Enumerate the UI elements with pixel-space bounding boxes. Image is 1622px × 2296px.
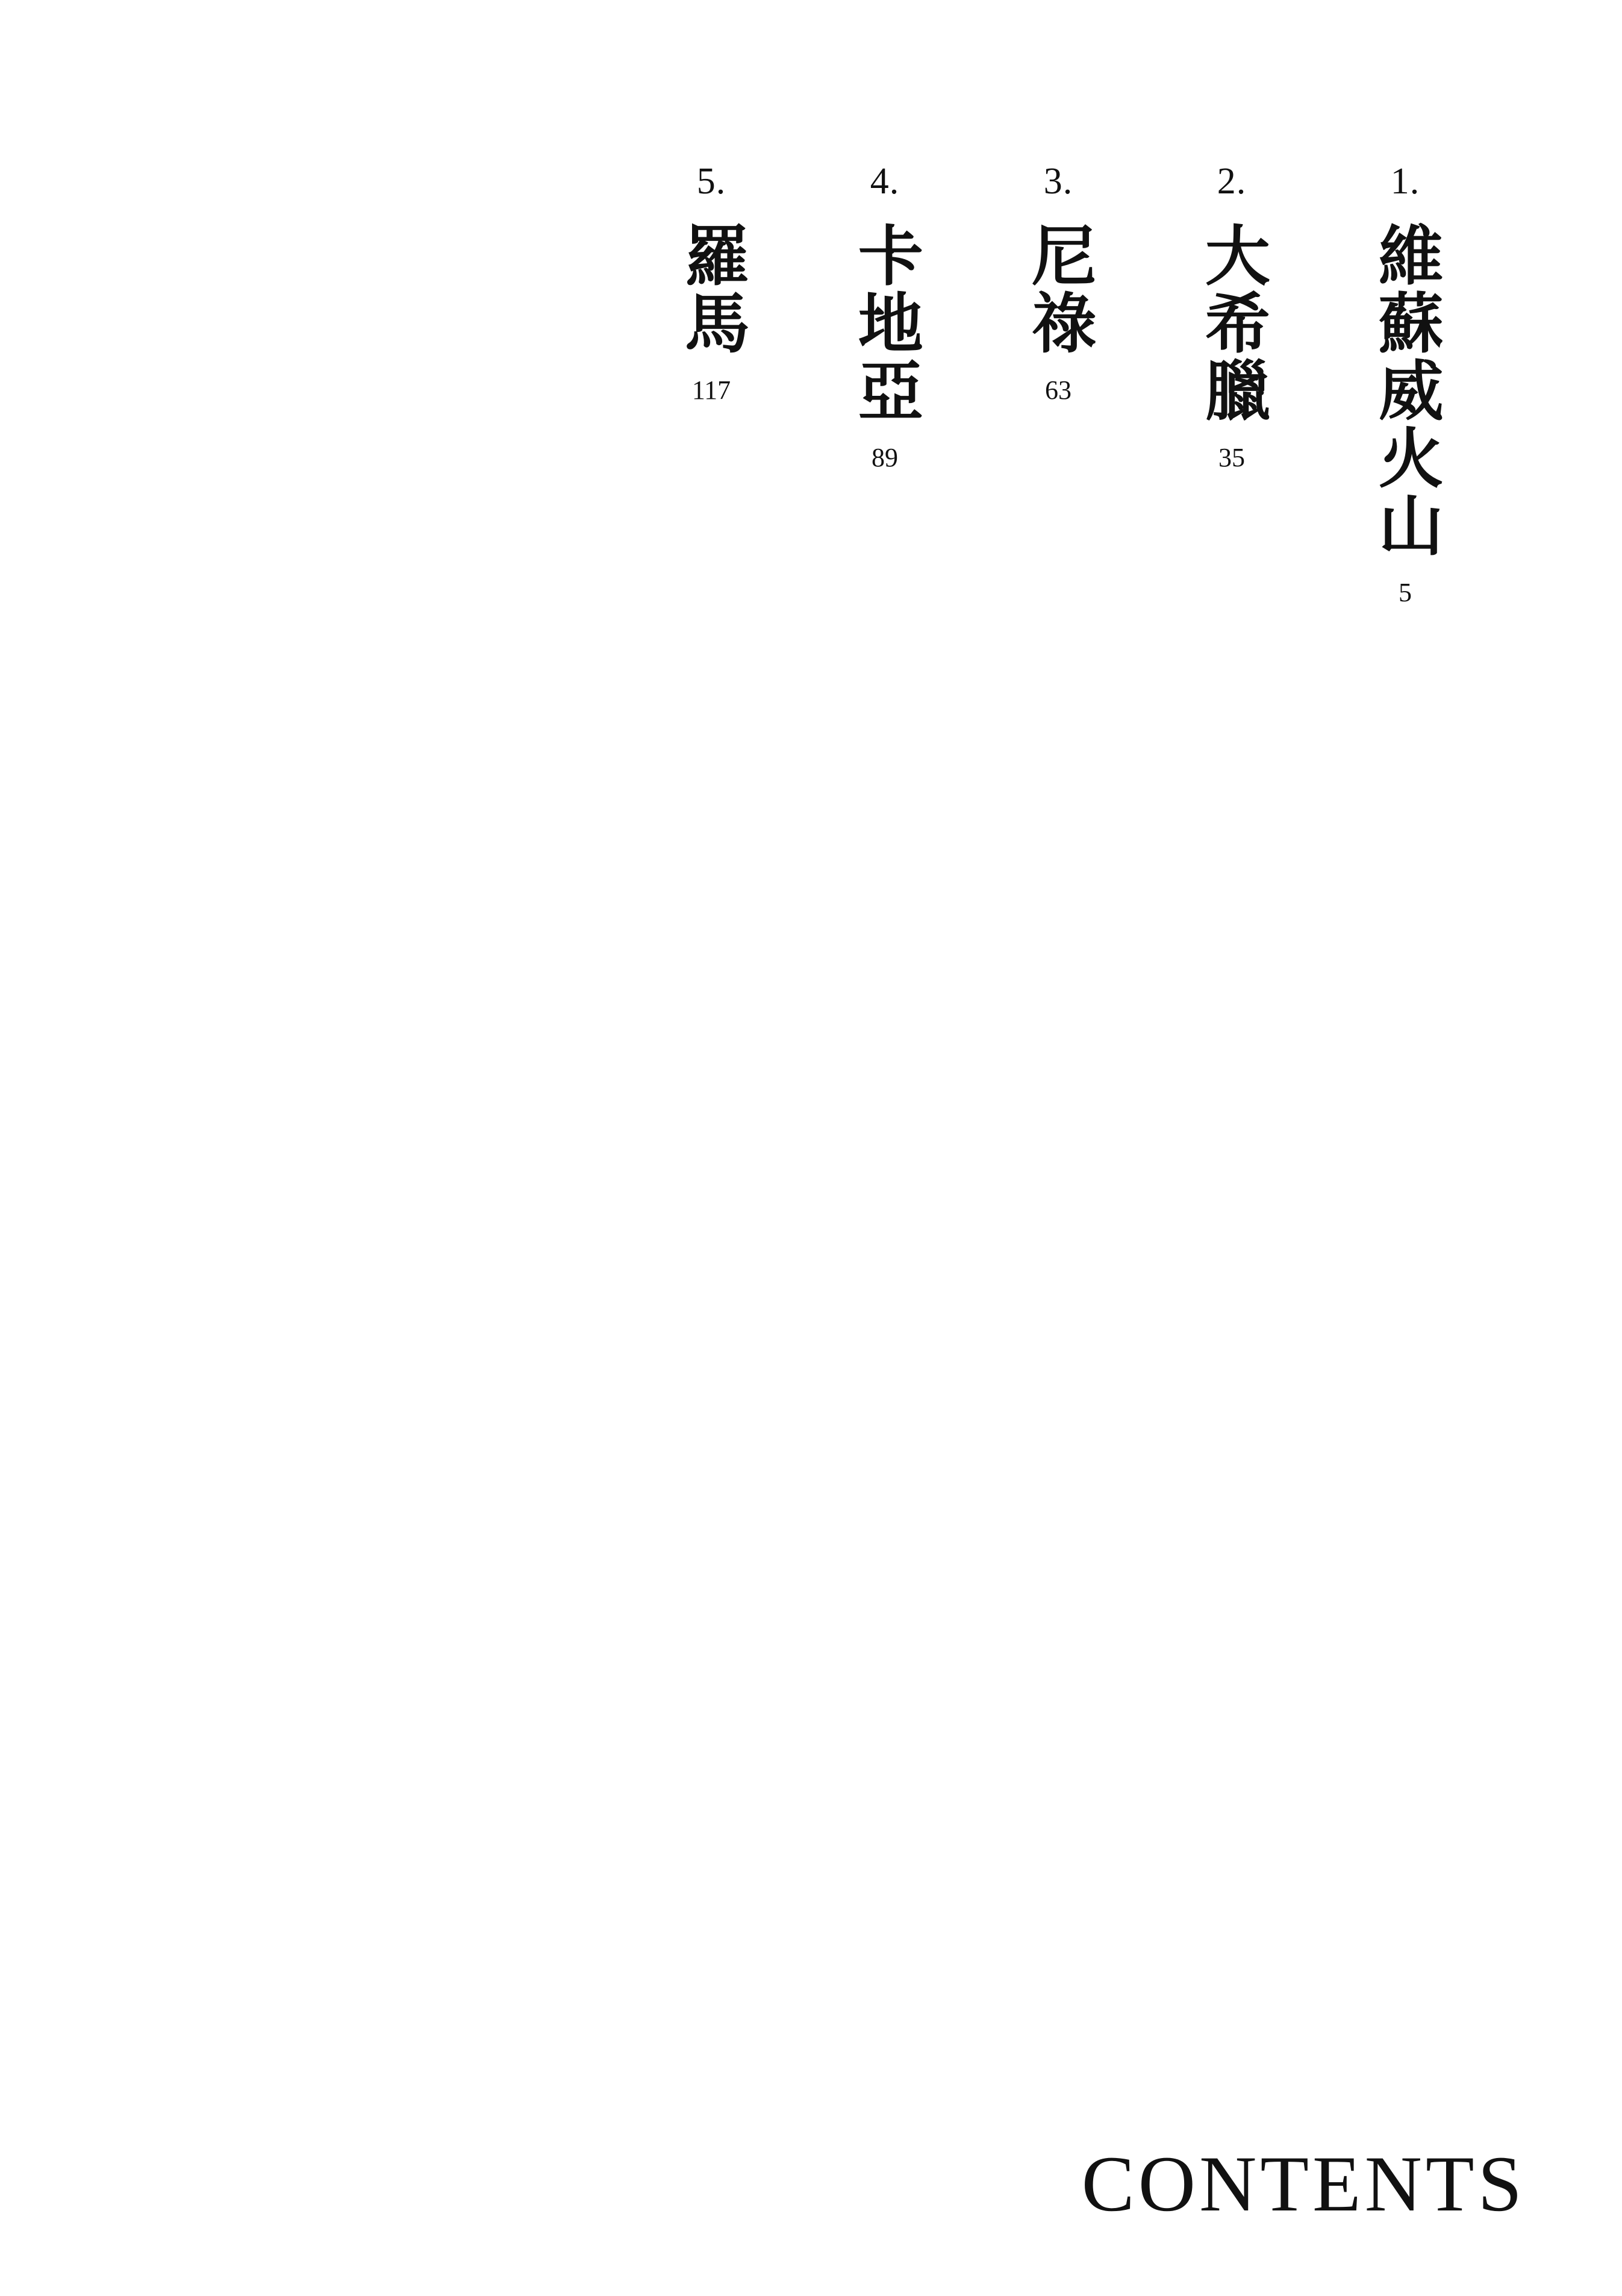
toc-entry-number: 2.: [1217, 161, 1247, 202]
toc-entry[interactable]: [651, 163, 772, 404]
toc-entry-number: 4.: [870, 161, 900, 202]
toc-entry-title: 卡地亞: [847, 222, 923, 424]
toc-entry[interactable]: [998, 163, 1118, 404]
toc-entry-number: 1.: [1390, 161, 1420, 202]
toc-entry-page: 117: [691, 375, 731, 405]
toc-entry-number: 3.: [1043, 161, 1073, 202]
page-title: CONTENTS: [1081, 2139, 1526, 2228]
toc-entry-title: 大希臘: [1194, 222, 1270, 424]
toc-entry-number: 5.: [696, 161, 726, 202]
toc-entry-title: 尼祿: [1020, 222, 1097, 357]
toc-entry[interactable]: [1345, 163, 1465, 606]
table-of-contents: [651, 163, 1465, 606]
toc-entry[interactable]: [1171, 163, 1292, 471]
toc-entry-page: 89: [872, 443, 898, 472]
toc-entry-title: 羅馬: [673, 222, 750, 357]
toc-entry[interactable]: [825, 163, 945, 471]
toc-entry-page: 35: [1218, 443, 1245, 472]
toc-entry-page: 5: [1399, 578, 1412, 607]
toc-entry-title: 維蘇威火山: [1367, 222, 1444, 559]
toc-entry-page: 63: [1045, 375, 1071, 405]
